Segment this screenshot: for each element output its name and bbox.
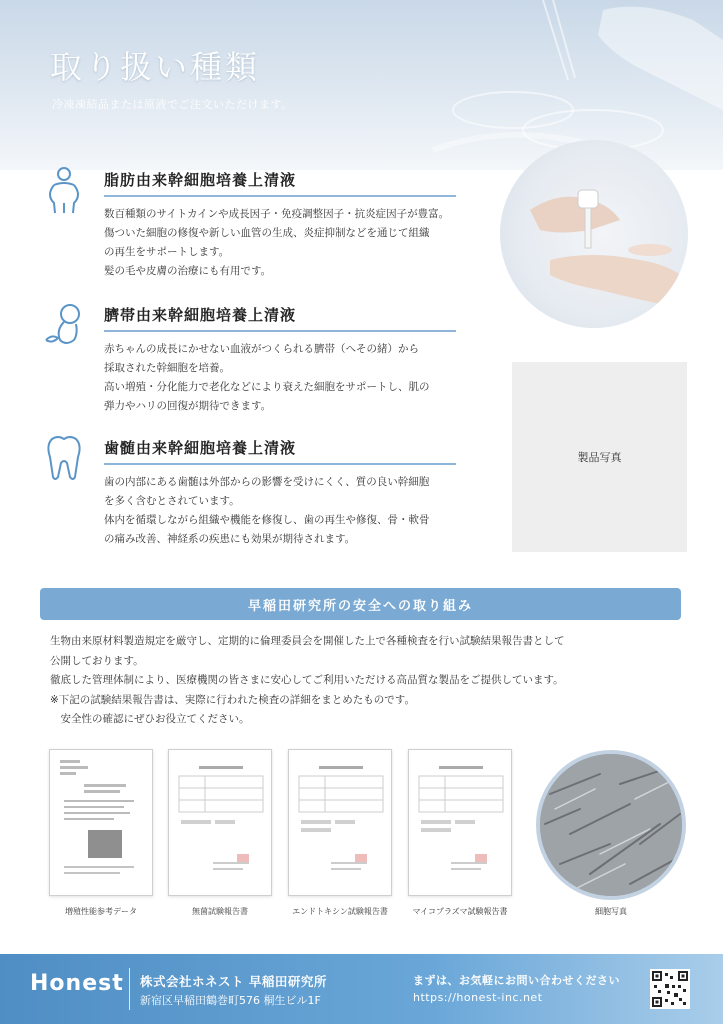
- company-address: 新宿区早稲田鶴巻町576 桐生ビル1F: [140, 994, 321, 1007]
- section-title: 臍帯由来幹細胞培養上清液: [104, 306, 297, 324]
- section-adipose: [42, 165, 462, 285]
- website-link[interactable]: https://honest-inc.net: [413, 991, 543, 1004]
- section-divider: [104, 463, 456, 465]
- body-line: 体内を循環しながら組織や機能を修復し、歯の再生や修復、骨・軟骨: [104, 514, 430, 526]
- report-caption: エンドトキシン試験報告書: [292, 907, 388, 916]
- section-body: [104, 205, 484, 281]
- qr-code-icon[interactable]: [650, 969, 690, 1009]
- report-thumbnail-sterility[interactable]: [168, 749, 272, 896]
- safety-line: ※下記の試験結果報告書は、実際に行われた検査の詳細をまとめたものです。: [50, 693, 415, 706]
- footer: [0, 954, 723, 1024]
- section-dental-pulp: [42, 433, 462, 553]
- safety-line: 徹底した管理体制により、医療機関の皆さまに安心してご利用いただける高品質な製品をご提供しています。: [50, 674, 564, 686]
- lab-pipette-illustration: [393, 0, 723, 170]
- section-divider: [104, 330, 456, 332]
- section-body: [104, 473, 484, 549]
- cell-photo-caption: 細胞写真: [595, 907, 627, 916]
- section-umbilical: [42, 300, 462, 420]
- page-title: 取り扱い種類: [50, 48, 261, 86]
- report-caption: マイコプラズマ試験報告書: [412, 907, 508, 916]
- safety-line: 生物由来原材料製造規定を厳守し、定期的に倫理委員会を開催した上で各種検査を行い試験結果報告書として: [50, 635, 565, 647]
- contact-cta: まずは、お気軽にお問い合わせください: [413, 974, 620, 987]
- body-line: 歯の内部にある歯髄は外部からの影響を受けにくく、質の良い幹細胞: [104, 476, 430, 488]
- body-line: 赤ちゃんの成長にかせない血液がつくられる臍帯（へその緒）から: [104, 343, 419, 355]
- cell-micrograph: [536, 750, 686, 900]
- section-divider: [104, 195, 456, 197]
- body-line: 傷ついた細胞の修復や新しい血管の生成、炎症抑制などを通じて組織: [104, 227, 430, 239]
- body-line: 数百種類のサイトカインや成長因子・免疫調整因子・抗炎症因子が豊富。: [104, 208, 450, 220]
- fetus-icon: [42, 300, 86, 350]
- report-thumbnail-mycoplasma[interactable]: [408, 749, 512, 896]
- report-thumbnail-growth-data[interactable]: [49, 749, 153, 896]
- safety-line: 公開しております。: [50, 654, 144, 667]
- safety-line: 安全性の確認にぜひお役立てください。: [50, 713, 250, 725]
- body-line: 髪の毛や皮膚の治療にも有用です。: [104, 265, 272, 277]
- section-title: 歯髄由来幹細胞培養上清液: [104, 439, 297, 457]
- footer-divider: [129, 968, 130, 1010]
- report-thumbnail-endotoxin[interactable]: [288, 749, 392, 896]
- body-icon: [42, 165, 86, 215]
- body-line: 高い増殖・分化能力で老化などにより衰えた細胞をサポートし、肌の: [104, 381, 430, 393]
- report-caption: 増殖性能参考データ: [65, 907, 137, 916]
- section-body: [104, 340, 484, 416]
- brand-logo: Honest: [30, 971, 124, 996]
- product-photo-placeholder: 製品写真: [512, 362, 687, 552]
- section-title: 脂肪由来幹細胞培養上清液: [104, 171, 297, 189]
- company-name: 株式会社ホネスト 早稲田研究所: [140, 974, 327, 989]
- safety-banner: 早稲田研究所の安全への取り組み: [40, 588, 681, 620]
- body-line: の痛み改善、神経系の疾患にも効果が期待されます。: [104, 533, 356, 545]
- page-subtitle: 冷凍凍結品または原液でご注文いただけます。: [52, 98, 293, 111]
- tooth-icon: [42, 433, 86, 483]
- report-caption: 無菌試験報告書: [192, 907, 248, 916]
- body-line: 弾力やハリの回復が期待できます。: [104, 400, 272, 412]
- dropper-hands-photo: [500, 140, 688, 328]
- body-line: を多く含むとされています。: [104, 495, 240, 507]
- body-line: の再生をサポートします。: [104, 246, 230, 258]
- safety-text: [50, 632, 690, 730]
- body-line: 採取された幹細胞を培養。: [104, 362, 230, 374]
